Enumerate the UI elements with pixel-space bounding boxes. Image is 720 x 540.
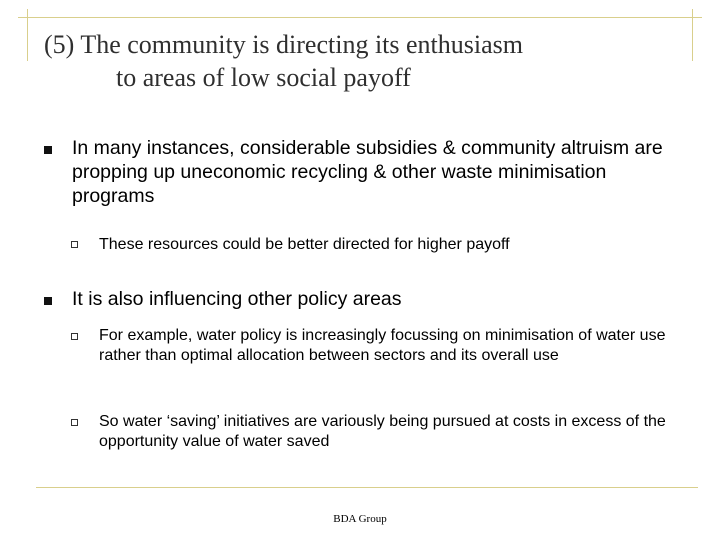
title-top-rule (18, 17, 702, 18)
hollow-square-bullet-icon (71, 241, 78, 248)
square-bullet-icon (44, 146, 52, 154)
slide-title-line-1: (5) The community is directing its enthusiasm (44, 30, 524, 59)
footer-rule (36, 487, 698, 488)
bullet-item: It is also influencing other policy areas (72, 288, 402, 310)
title-left-rule (27, 9, 28, 61)
sub-bullet-item: For example, water policy is increasingly focussing on minimisation of water use rather than optimal allocation between sectors and its overall use (99, 327, 666, 364)
square-bullet-icon (44, 297, 52, 305)
sub-bullet-item: These resources could be better directed for higher payoff (99, 236, 510, 253)
slide-title-line-2: to areas of low social payoff (116, 63, 411, 92)
hollow-square-bullet-icon (71, 333, 78, 340)
sub-bullet-item: So water ‘saving’ initiatives are variously being pursued at costs in excess of the opportunity value of water saved (99, 413, 666, 450)
bullet-item: In many instances, considerable subsidies & community altruism are propping up uneconomic recycling & other waste minimisation programs (72, 137, 663, 207)
hollow-square-bullet-icon (71, 419, 78, 426)
slide-title (44, 28, 684, 94)
footer-text: BDA Group (333, 513, 387, 525)
title-right-rule (692, 9, 693, 61)
